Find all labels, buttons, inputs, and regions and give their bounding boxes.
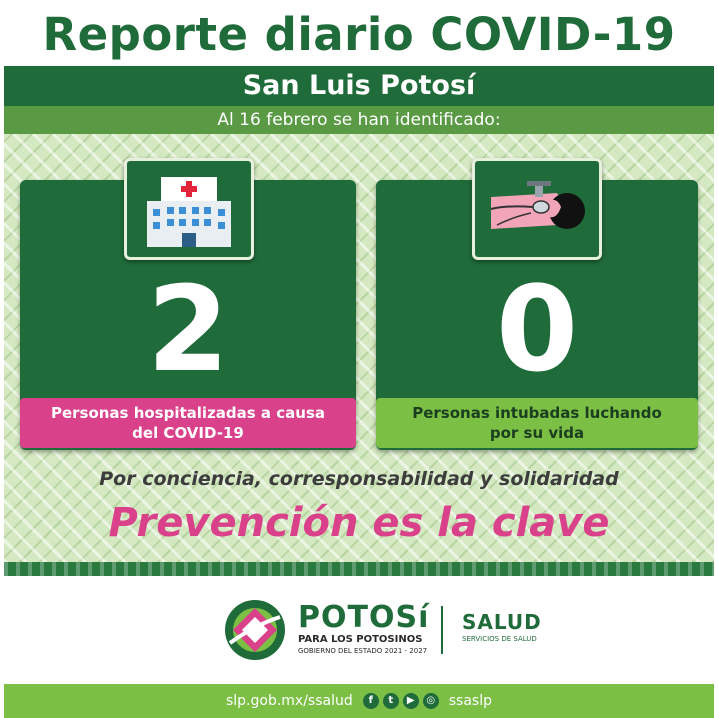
hospitalized-count: 2	[146, 260, 230, 398]
instagram-icon[interactable]: ◎	[423, 693, 439, 709]
intubated-patient-icon	[487, 167, 587, 251]
brand-name: POTOSí	[298, 600, 430, 635]
slogan-headline: Prevención es la clave	[108, 500, 610, 546]
government-brand	[298, 600, 430, 656]
facebook-icon[interactable]: f	[363, 693, 379, 709]
report-title: Reporte diario COVID-19	[42, 8, 676, 61]
intubated-count: 0	[495, 260, 579, 398]
department-name: SALUD	[462, 610, 542, 634]
footer-bar	[4, 684, 714, 718]
intubated-caption-line2: por su vida	[489, 424, 585, 442]
pattern-border	[4, 562, 714, 576]
twitter-icon[interactable]: t	[383, 693, 399, 709]
hospitalized-caption-line2: del COVID-19	[132, 424, 244, 442]
intubated-caption-line1: Personas intubadas luchando	[412, 404, 662, 422]
hospital-icon-box	[124, 158, 254, 260]
department-subtitle: SERVICIOS DE SALUD	[462, 635, 537, 643]
intubated-icon-box	[472, 158, 602, 260]
brand-administration: GOBIERNO DEL ESTADO 2021 - 2027	[298, 647, 428, 655]
hospitalized-caption-line1: Personas hospitalizadas a causa	[50, 404, 326, 422]
hospitalized-caption	[20, 398, 356, 448]
brand-subtitle: PARA LOS POTOSINOS	[298, 634, 423, 645]
brand-divider	[441, 606, 443, 654]
state-banner: San Luis Potosí	[4, 66, 714, 106]
government-logo-icon	[222, 597, 288, 663]
date-banner: Al 16 febrero se han identificado:	[4, 106, 714, 134]
health-department	[462, 610, 542, 644]
slogan-line: Por conciencia, corresponsabilidad y solidaridad	[99, 468, 619, 490]
intubated-caption	[376, 398, 698, 448]
youtube-icon[interactable]: ▶	[403, 693, 419, 709]
hospital-icon	[139, 167, 239, 251]
social-icons	[363, 693, 439, 709]
footer-url[interactable]: slp.gob.mx/ssalud	[225, 693, 353, 709]
social-handle[interactable]: ssaslp	[448, 693, 492, 709]
